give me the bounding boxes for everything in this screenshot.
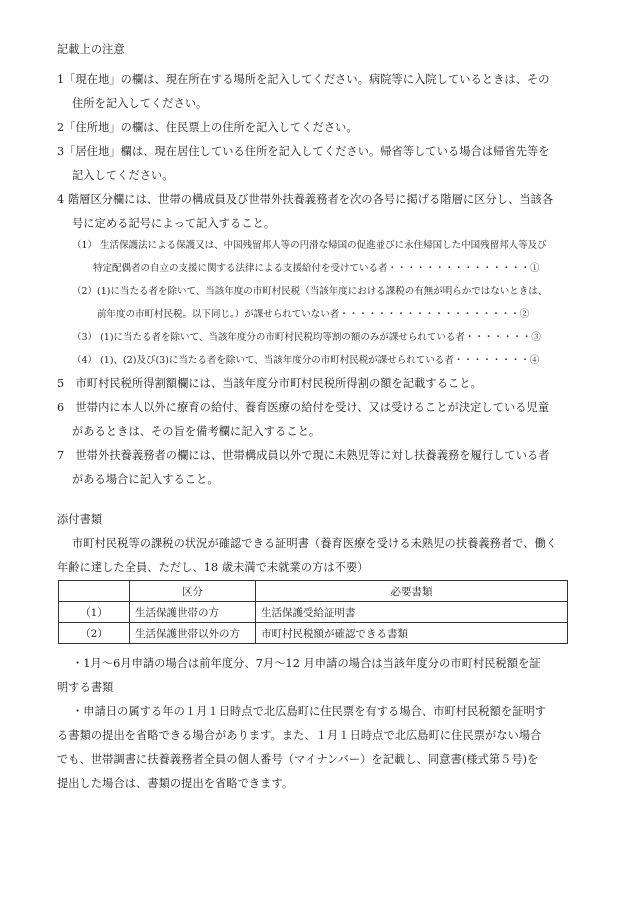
table-cell-number: （1）: [59, 602, 130, 623]
sub-item-2-line1: （2）(1)に当たる者を除いて、当該年度の市町村民税（当該年度における課税の有無が明らかではないときは、: [72, 286, 548, 297]
note-item-1-line2: 住所を記入してください。: [72, 97, 208, 110]
table-header-number: [59, 581, 130, 602]
sub-item-1-line2: 特定配偶者の自立の支援に関する法律による支援給付を受けている者・・・・・・・・・・・・・・・①: [93, 263, 540, 274]
table-header-category: 区分: [130, 581, 256, 602]
table-header-documents: 必要書類: [256, 581, 568, 602]
table-row: [59, 602, 568, 623]
table-row: [59, 623, 568, 644]
attachment-note-1-line1: ・1月～6月申請の場合は前年度分、7月～12 月申請の場合は当該年度分の市町村民税額を証: [72, 657, 541, 670]
attachment-note-2-line3: でも、世帯調書に扶養義務者全員の個人番号（マイナンバー）を記載し、同意書(様式第５号)を: [57, 753, 539, 766]
note-item-7-line2: がある場合に記入すること。: [72, 473, 219, 486]
table-cell-documents: 生活保護受給証明書: [256, 602, 568, 623]
table-cell-documents: 市町村民税額が確認できる書類: [256, 623, 568, 644]
sub-item-3: （3） (1)に当たる者を除いて、当該年度分の市町村民税均等割の額のみが課せられている者・・・・・・・③: [72, 332, 541, 343]
note-item-7-line1: 7 世帯外扶養義務者の欄には、世帯構成員以外で現に未熟児等に対し扶養義務を履行している者: [57, 449, 550, 462]
table-cell-category: 生活保護世帯以外の方: [130, 623, 256, 644]
note-item-1-line1: 1「現在地」の欄は、現在所在する場所を記入してください。病院等に入院しているときは、その: [57, 73, 550, 86]
attachments-intro-line2: 年齢に達した全員、ただし、18 歳未満で未就業の方は不要）: [57, 561, 369, 574]
sub-item-1-line1: （1） 生活保護法による保護又は、中国残留邦人等の円滑な帰国の促進並びに永住帰国した中国残留邦人等及び: [72, 240, 547, 251]
table-cell-number: （2）: [59, 623, 130, 644]
note-item-3-line2: 記入してください。: [72, 169, 174, 182]
note-item-2: 2「住所地」の欄は、住民票上の住所を記入してください。: [57, 121, 358, 134]
note-item-4-line2: 号に定める記号によって記入すること。: [72, 217, 276, 230]
note-item-6-line1: 6 世帯内に本人以外に療育の給付、養育医療の給付を受け、又は受けることが決定している児童: [57, 401, 550, 414]
attachments-intro-line1: 市町村民税等の課税の状況が確認できる証明書（養育医療を受ける未熟児の扶養義務者で、働く: [72, 537, 558, 550]
attachment-note-1-line2: 明する書類: [57, 681, 114, 694]
note-item-5: 5 市町村民税所得割額欄には、当該年度分市町村民税所得割の額を記載すること。: [57, 377, 482, 390]
table-header-row: [59, 581, 568, 602]
attachments-heading: 添付書類: [57, 513, 103, 526]
attachment-note-2-line4: 提出した場合は、書類の提出を省略できます。: [57, 777, 294, 790]
note-item-4-line1: 4 階層区分欄には、世帯の構成員及び世帯外扶養義務者を次の各号に掲げる階層に区分し、当該各: [57, 193, 554, 206]
note-item-6-line2: があるときは、その旨を備考欄に記入すること。: [72, 425, 321, 438]
note-item-3-line1: 3「居住地」欄は、現在居住している住所を記入してください。帰省等している場合は帰省先等を: [57, 145, 550, 158]
attachment-note-2-line2: る書類の提出を省略できる場合があります。また、１月１日時点で北広島町に住民票がない場合: [57, 729, 542, 742]
sub-item-4: （4） (1)、(2)及び(3)に当たる者を除いて、当該年度分の市町村民税が課せられている者・・・・・・・・④: [72, 355, 540, 366]
sub-item-2-line2: 前年度の市町村民税。以下同じ。）が課せられていない者・・・・・・・・・・・・・・・・・・・②: [97, 309, 530, 320]
notes-heading: 記載上の注意: [57, 43, 125, 56]
table-cell-category: 生活保護世帯の方: [130, 602, 256, 623]
required-documents-table: [58, 580, 568, 644]
attachment-note-2-line1: ・申請日の属する年の１月１日時点で北広島町に住民票を有する場合、市町村民税額を証明す: [72, 705, 547, 718]
